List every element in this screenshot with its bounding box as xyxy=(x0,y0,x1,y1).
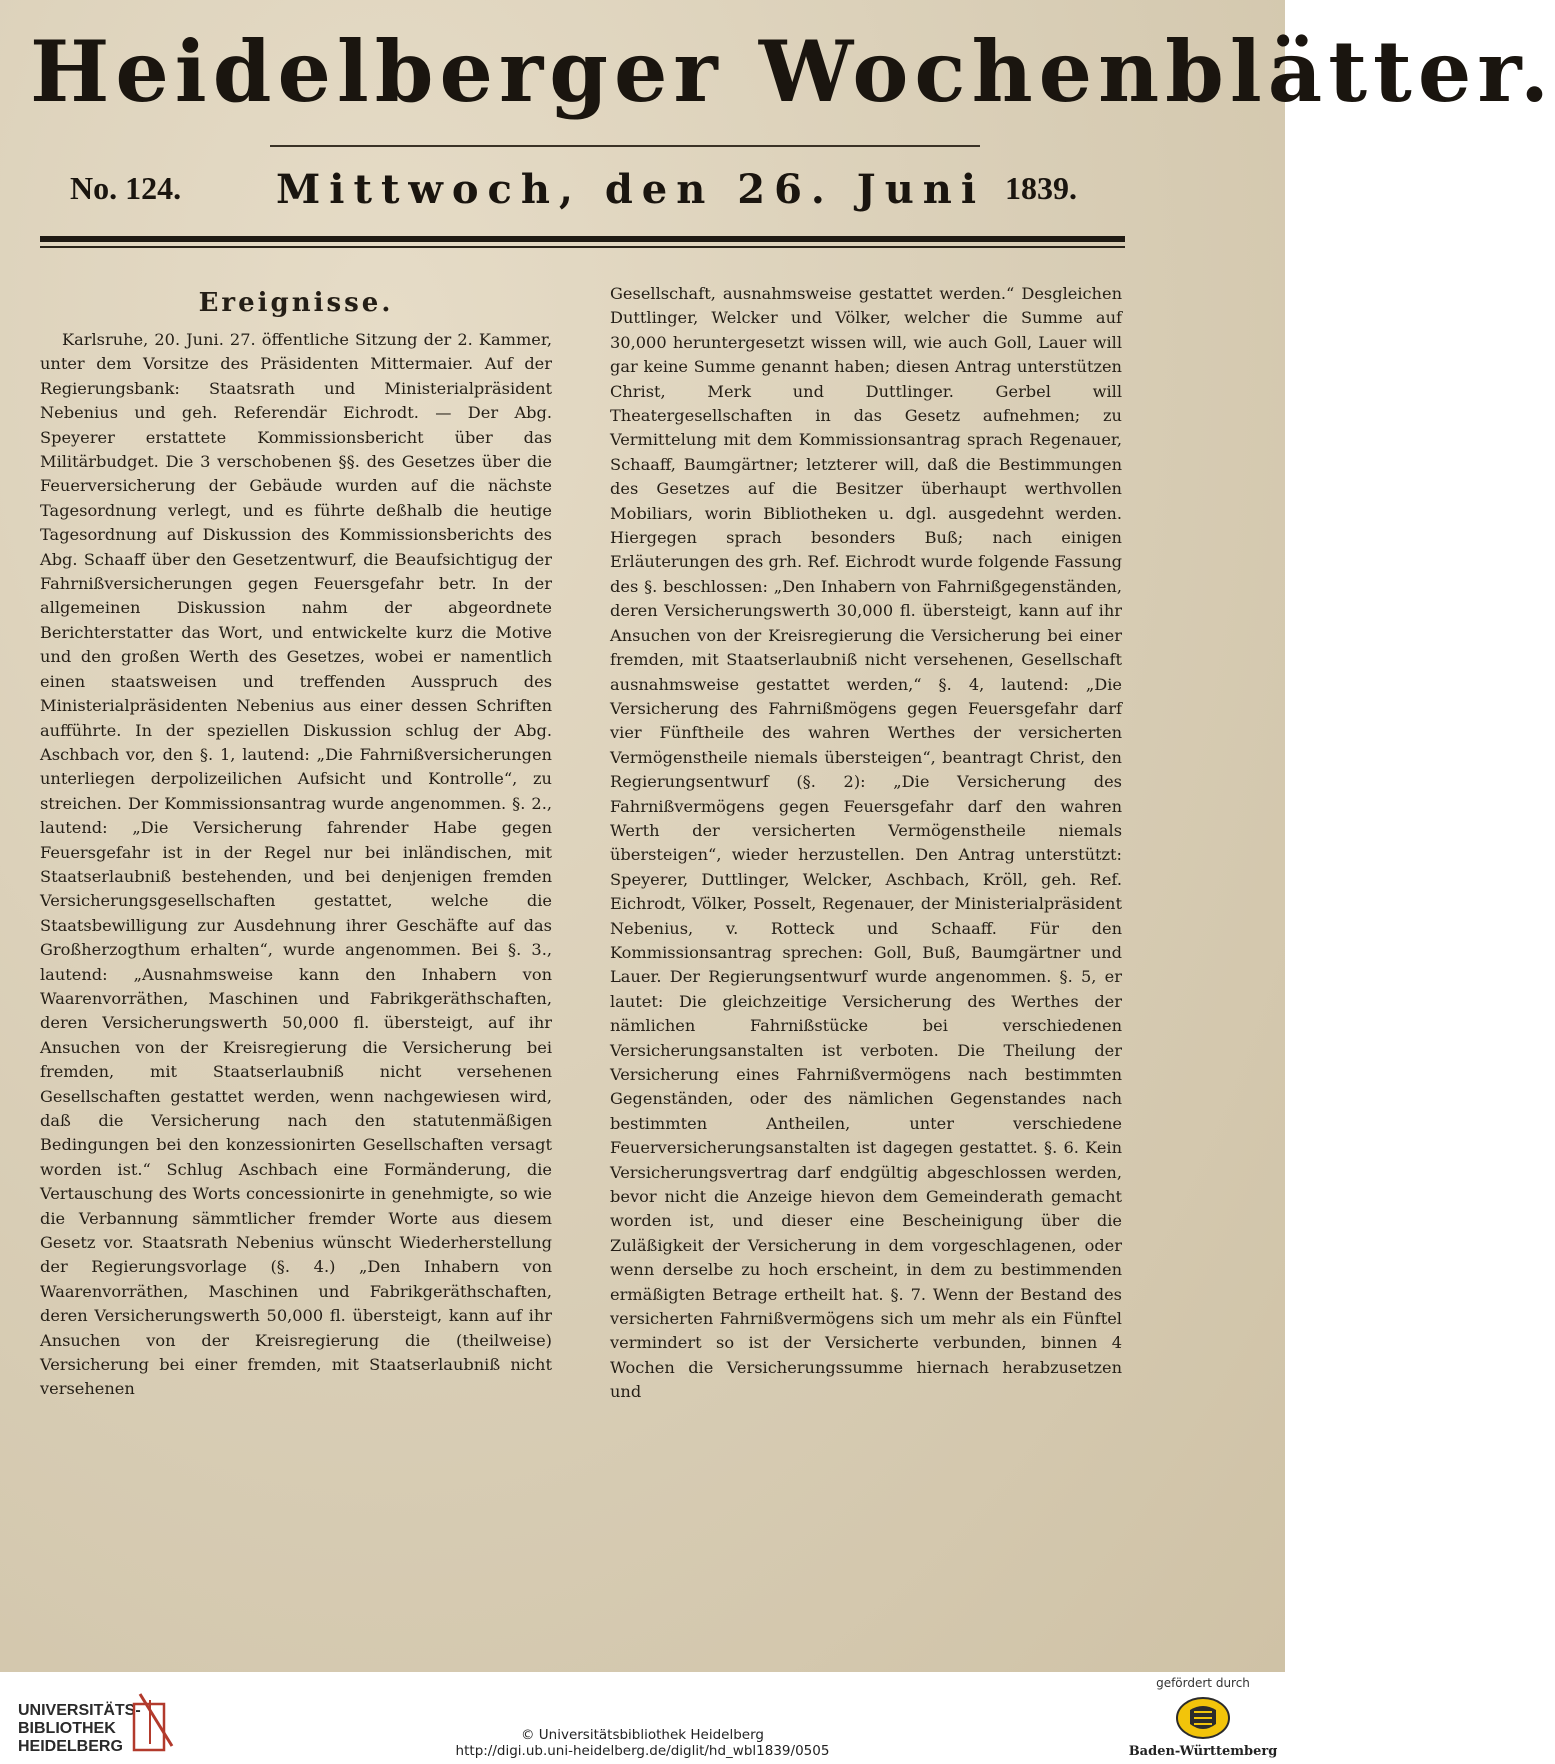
masthead-rule xyxy=(270,145,980,147)
state-coat-of-arms-icon xyxy=(1168,1694,1238,1742)
issue-number: No. 124. xyxy=(70,170,182,206)
viewer-footer xyxy=(0,1672,1285,1764)
funded-label: gefördert durch xyxy=(1156,1676,1250,1690)
header-rule-thick xyxy=(40,236,1125,242)
article-paragraph: Karlsruhe, 20. Juni. 27. öffentliche Sitzung der 2. Kammer, unter dem Vorsitze des Präsidenten Mittermaier. Auf der Regierungsbank: Staatsrath und Ministerialpräsident Nebenius und geh. Referendär Eichrodt. — Der Abg. Speyerer erstattete Kommissionsbericht über das Militärbudget. Die 3 verschobenen §§. des Gesetzes über die Feuerversicherung der Gebäude wurden auf die nächste Tagesordnung verlegt, und es führte deßhalb die heutige Tagesordnung auf Diskussion des Kommissionsberichts des Abg. Schaaff über den Gesetzentwurf, die Beaufsichtigug der Fahrnißversicherungen gegen Feuersgefahr betr. In der allgemeinen Diskussion nahm der abgeordnete Berichterstatter das Wort, und entwickelte kurz die Motive und den großen Werth des Gesetzes, wobei er namentlich einen staatsweisen und treffenden Ausspruch des Ministerialpräsidenten Nebenius aus einer dessen Schriften aufführte. In der speziellen Diskussion schlug der Abg. Aschbach vor, den §. 1, lautend: „Die Fahrnißversicherungen unterliegen derpolizeilichen Aufsicht und Kontrolle“, zu streichen. Der Kommissionsantrag wurde angenommen. §. 2., lautend: „Die Versicherung fahrender Habe gegen Feuersgefahr ist in der Regel nur bei inländischen, mit Staatserlaubniß bestehenden, und bei denjenigen fremden Versicherungsgesellschaften gestattet, welche die Staatsbewilligung zur Ausdehnung ihrer Geschäfte auf das Großherzogthum erhalten“, wurde angenommen. Bei §. 3., lautend: „Ausnahmsweise kann den Inhabern von Waarenvorräthen, Maschinen und Fabrikgeräthschaften, deren Versicherungswerth 50,000 fl. übersteigt, auf ihr Ansuchen von der Kreisregierung die Versicherung bei fremden, mit Staatserlaubniß nicht versehenen Gesellschaften gestattet werden, wenn nachgewiesen wird, daß die Versicherung nach den statutenmäßigen Bedingungen bei den konzessionirten Gesellschaften versagt worden ist.“ Schlug Aschbach eine Formänderung, die Vertauschung des Worts concessionirte in genehmigte, so wie die Verbannung sämmtlicher fremder Worte aus diesem Gesetz vor. Staatsrath Nebenius wünscht Wiederherstellung der Regierungsvorlage (§. 4.) „Den Inhabern von Waarenvorräthen, Maschinen und Fabrikgeräthschaften, deren Versicherungswerth 50,000 fl. übersteigt, kann auf ihr Ansuchen von der Kreisregierung die (theilweise) Versicherung bei einer fremden, mit Staatserlaubniß nicht versehenen xyxy=(40,330,552,1399)
section-heading: Ereignisse. xyxy=(198,288,394,318)
left-column xyxy=(40,282,552,1402)
issue-year: 1839. xyxy=(1005,170,1077,206)
permalink-url[interactable]: http://digi.ub.uni-heidelberg.de/diglit/hd_wbl1839/0505 xyxy=(455,1743,830,1759)
library-name: UNIVERSITÄTS- BIBLIOTHEK HEIDELBERG xyxy=(18,1702,141,1755)
right-column xyxy=(610,282,1122,1405)
funded-state: Baden-Württemberg xyxy=(1128,1744,1278,1759)
masthead-title: Heidelberger Wochenblätter. xyxy=(30,22,1555,121)
copyright-notice: © Universitätsbibliothek Heidelberg http://digi.ub.uni-heidelberg.de/diglit/hd_wbl1839/0505 xyxy=(0,1727,1285,1759)
issue-date: Mittwoch, den 26. Juni xyxy=(276,166,986,213)
header-rule-thin xyxy=(40,246,1125,248)
article-paragraph: Gesellschaft, ausnahmsweise gestattet werden.“ Desgleichen Duttlinger, Welcker und Völker, welcher die Summe auf 30,000 heruntergesetzt wissen will, wie auch Goll, Lauer will gar keine Summe genannt haben; diesen Antrag unterstützen Christ, Merk und Duttlinger. Gerbel will Theatergesellschaften in das Gesetz aufnehmen; zu Vermittelung mit dem Kommissionsantrag sprach Regenauer, Schaaff, Baumgärtner; letzterer will, daß die Bestimmungen des Gesetzes auf die Besitzer überhaupt werthvollen Mobiliars, worin Bibliotheken u. dgl. ausgedehnt werden. Hiergegen sprach besonders Buß; nach einigen Erläuterungen des grh. Ref. Eichrodt wurde folgende Fassung des §. beschlossen: „Den Inhabern von Fahrnißgegenständen, deren Versicherungswerth 30,000 fl. übersteigt, kann auf ihr Ansuchen von der Kreisregierung die Versicherung bei einer fremden, mit Staatserlaubniß nicht versehenen, Gesellschaft ausnahmsweise gestattet werden,“ §. 4, lautend: „Die Versicherung des Fahrnißmögens gegen Feuersgefahr darf vier Fünftheile des wahren Werthes der versicherten Vermögenstheile niemals übersteigen“, beantragt Christ, den Regierungsentwurf (§. 2): „Die Versicherung des Fahrnißvermögens gegen Feuersgefahr darf den wahren Werth der versicherten Vermögenstheile niemals übersteigen“, wieder herzustellen. Den Antrag unterstützt: Speyerer, Duttlinger, Welcker, Aschbach, Kröll, geh. Ref. Eichrodt, Völker, Posselt, Regenauer, der Ministerialpräsident Nebenius, v. Rotteck und Schaaff. Für den Kommissionsantrag sprechen: Goll, Buß, Baumgärtner und Lauer. Der Regierungsentwurf wurde angenommen. §. 5, er lautet: Die gleichzeitige Versicherung des Werthes der nämlichen Fahrnißstücke bei verschiedenen Versicherungsanstalten ist verboten. Die Theilung der Versicherung eines Fahrnißvermögens nach bestimmten Gegenständen, oder des nämlichen Gegenstandes nach bestimmten Antheilen, unter verschiedene Feuerversicherungsanstalten ist dagegen gestattet. §. 6. Kein Versicherungsvertrag darf endgültig abgeschlossen werden, bevor nicht die Anzeige hievon dem Gemeinderath gemacht worden ist, und dieser eine Bescheinigung über die Zuläßigkeit der Versicherung in dem vorgeschlagenen, oder wenn derselbe zu hoch erscheint, in dem zu bestimmenden ermäßigten Betrage ertheilt hat. §. 7. Wenn der Bestand des versicherten Fahrnißvermögens sich um mehr als ein Fünftel vermindert so ist der Versicherte verbunden, binnen 4 Wochen die Versicherungssumme hiernach herabzusetzen und xyxy=(610,284,1122,1402)
issue-line xyxy=(70,166,1090,220)
